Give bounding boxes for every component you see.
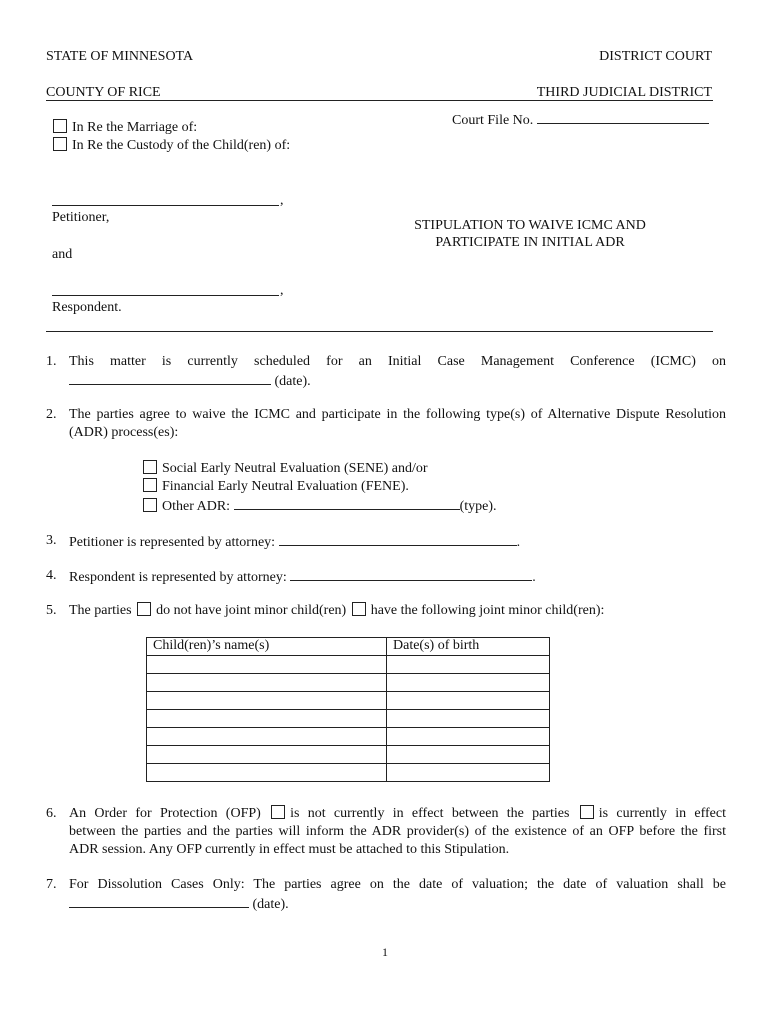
item-5: 5. The parties do not have joint minor child(ren) have the following joint minor child(ren):	[46, 603, 605, 618]
header-date-of-birth: Date(s) of birth	[387, 638, 550, 656]
item-4: 4. Respondent is represented by attorney: .	[46, 568, 536, 585]
and-label: and	[52, 247, 73, 262]
court-file-field[interactable]	[452, 110, 709, 129]
document-title-line1: STIPULATION TO WAIVE ICMC AND	[414, 218, 646, 233]
date-of-birth-cell[interactable]	[387, 728, 550, 746]
child-name-cell[interactable]	[147, 674, 387, 692]
date-of-birth-cell[interactable]	[387, 710, 550, 728]
custody-checkbox[interactable]	[53, 137, 67, 151]
fene-checkbox[interactable]	[143, 478, 157, 492]
date-of-birth-cell[interactable]	[387, 764, 550, 782]
court-file-label: Court File No.	[452, 113, 534, 128]
date-of-birth-cell[interactable]	[387, 692, 550, 710]
child-name-cell[interactable]	[147, 692, 387, 710]
court-name: DISTRICT COURT	[599, 49, 712, 64]
petitioner-label: Petitioner,	[52, 210, 110, 225]
child-name-cell[interactable]	[147, 710, 387, 728]
marriage-option[interactable]	[53, 119, 197, 136]
child-name-cell[interactable]	[147, 764, 387, 782]
custody-label: In Re the Custody of the Child(ren) of:	[72, 138, 291, 153]
table-row	[147, 692, 550, 710]
no-children-checkbox[interactable]	[137, 602, 151, 616]
court-file-blank[interactable]	[537, 110, 709, 124]
child-name-cell[interactable]	[147, 656, 387, 674]
document-title-line2: PARTICIPATE IN INITIAL ADR	[435, 235, 625, 250]
table-row	[147, 746, 550, 764]
item-1-text: This matter is currently scheduled for an Initial Case Management Conference (ICMC) on	[69, 354, 726, 369]
table-row	[147, 656, 550, 674]
petitioner-name-blank[interactable]	[52, 205, 279, 206]
respondent-label: Respondent.	[52, 300, 122, 315]
sene-checkbox[interactable]	[143, 460, 157, 474]
item-2-text: The parties agree to waive the ICMC and participate in the following type(s) of Alternative Dispute Resolution	[69, 407, 726, 422]
date-of-birth-cell[interactable]	[387, 656, 550, 674]
header-child-name: Child(ren)’s name(s)	[147, 638, 387, 656]
date-of-birth-cell[interactable]	[387, 674, 550, 692]
petitioner-comma: ,	[280, 193, 284, 208]
table-row	[147, 674, 550, 692]
child-name-cell[interactable]	[147, 746, 387, 764]
children-table	[146, 637, 550, 782]
respondent-comma: ,	[280, 283, 284, 298]
other-adr-option[interactable]: Other ADR: (type).	[143, 496, 497, 515]
header-rule	[46, 100, 713, 101]
child-name-cell[interactable]	[147, 728, 387, 746]
marriage-label: In Re the Marriage of:	[72, 120, 198, 135]
petitioner-attorney-blank[interactable]	[279, 532, 517, 546]
table-header-row	[147, 638, 550, 656]
fene-option[interactable]: Financial Early Neutral Evaluation (FENE).	[143, 478, 409, 495]
respondent-attorney-blank[interactable]	[290, 567, 532, 581]
ofp-not-in-effect-checkbox[interactable]	[271, 805, 285, 819]
icmc-date-blank[interactable]	[69, 371, 271, 385]
item-7: 7. For Dissolution Cases Only: The parties agree on the date of valuation; the date of valuation shall be (date).	[46, 877, 726, 912]
page-number: 1	[382, 945, 388, 959]
sene-option[interactable]: Social Early Neutral Evaluation (SENE) and/or	[143, 460, 428, 477]
table-row	[147, 710, 550, 728]
state-name: STATE OF MINNESOTA	[46, 49, 194, 64]
item-2: 2. The parties agree to waive the ICMC and participate in the following type(s) of Alternative Dispute Resolution (ADR) process(es):	[46, 407, 726, 440]
caption-rule	[46, 331, 713, 332]
respondent-name-blank[interactable]	[52, 295, 279, 296]
item-6: 6. An Order for Protection (OFP) is not currently in effect between the parties is currently in effect between the parties and the parties will inform the ADR provider(s) of the existence of an OFP before the first ADR session. Any OFP currently in effect must be attached to this Stipulation.	[46, 806, 726, 857]
other-adr-checkbox[interactable]	[143, 498, 157, 512]
item-1: 1. This matter is currently scheduled for an Initial Case Management Conference (ICMC) on (date).	[46, 354, 726, 389]
has-children-checkbox[interactable]	[352, 602, 366, 616]
judicial-district: THIRD JUDICIAL DISTRICT	[536, 85, 712, 100]
marriage-checkbox[interactable]	[53, 119, 67, 133]
other-adr-type-blank[interactable]	[234, 496, 460, 510]
ofp-in-effect-checkbox[interactable]	[580, 805, 594, 819]
date-of-birth-cell[interactable]	[387, 746, 550, 764]
custody-option[interactable]	[53, 137, 290, 154]
item-3: 3. Petitioner is represented by attorney: .	[46, 533, 521, 550]
county-name: COUNTY OF RICE	[46, 85, 161, 100]
table-row	[147, 764, 550, 782]
valuation-date-blank[interactable]	[69, 894, 249, 908]
table-row	[147, 728, 550, 746]
